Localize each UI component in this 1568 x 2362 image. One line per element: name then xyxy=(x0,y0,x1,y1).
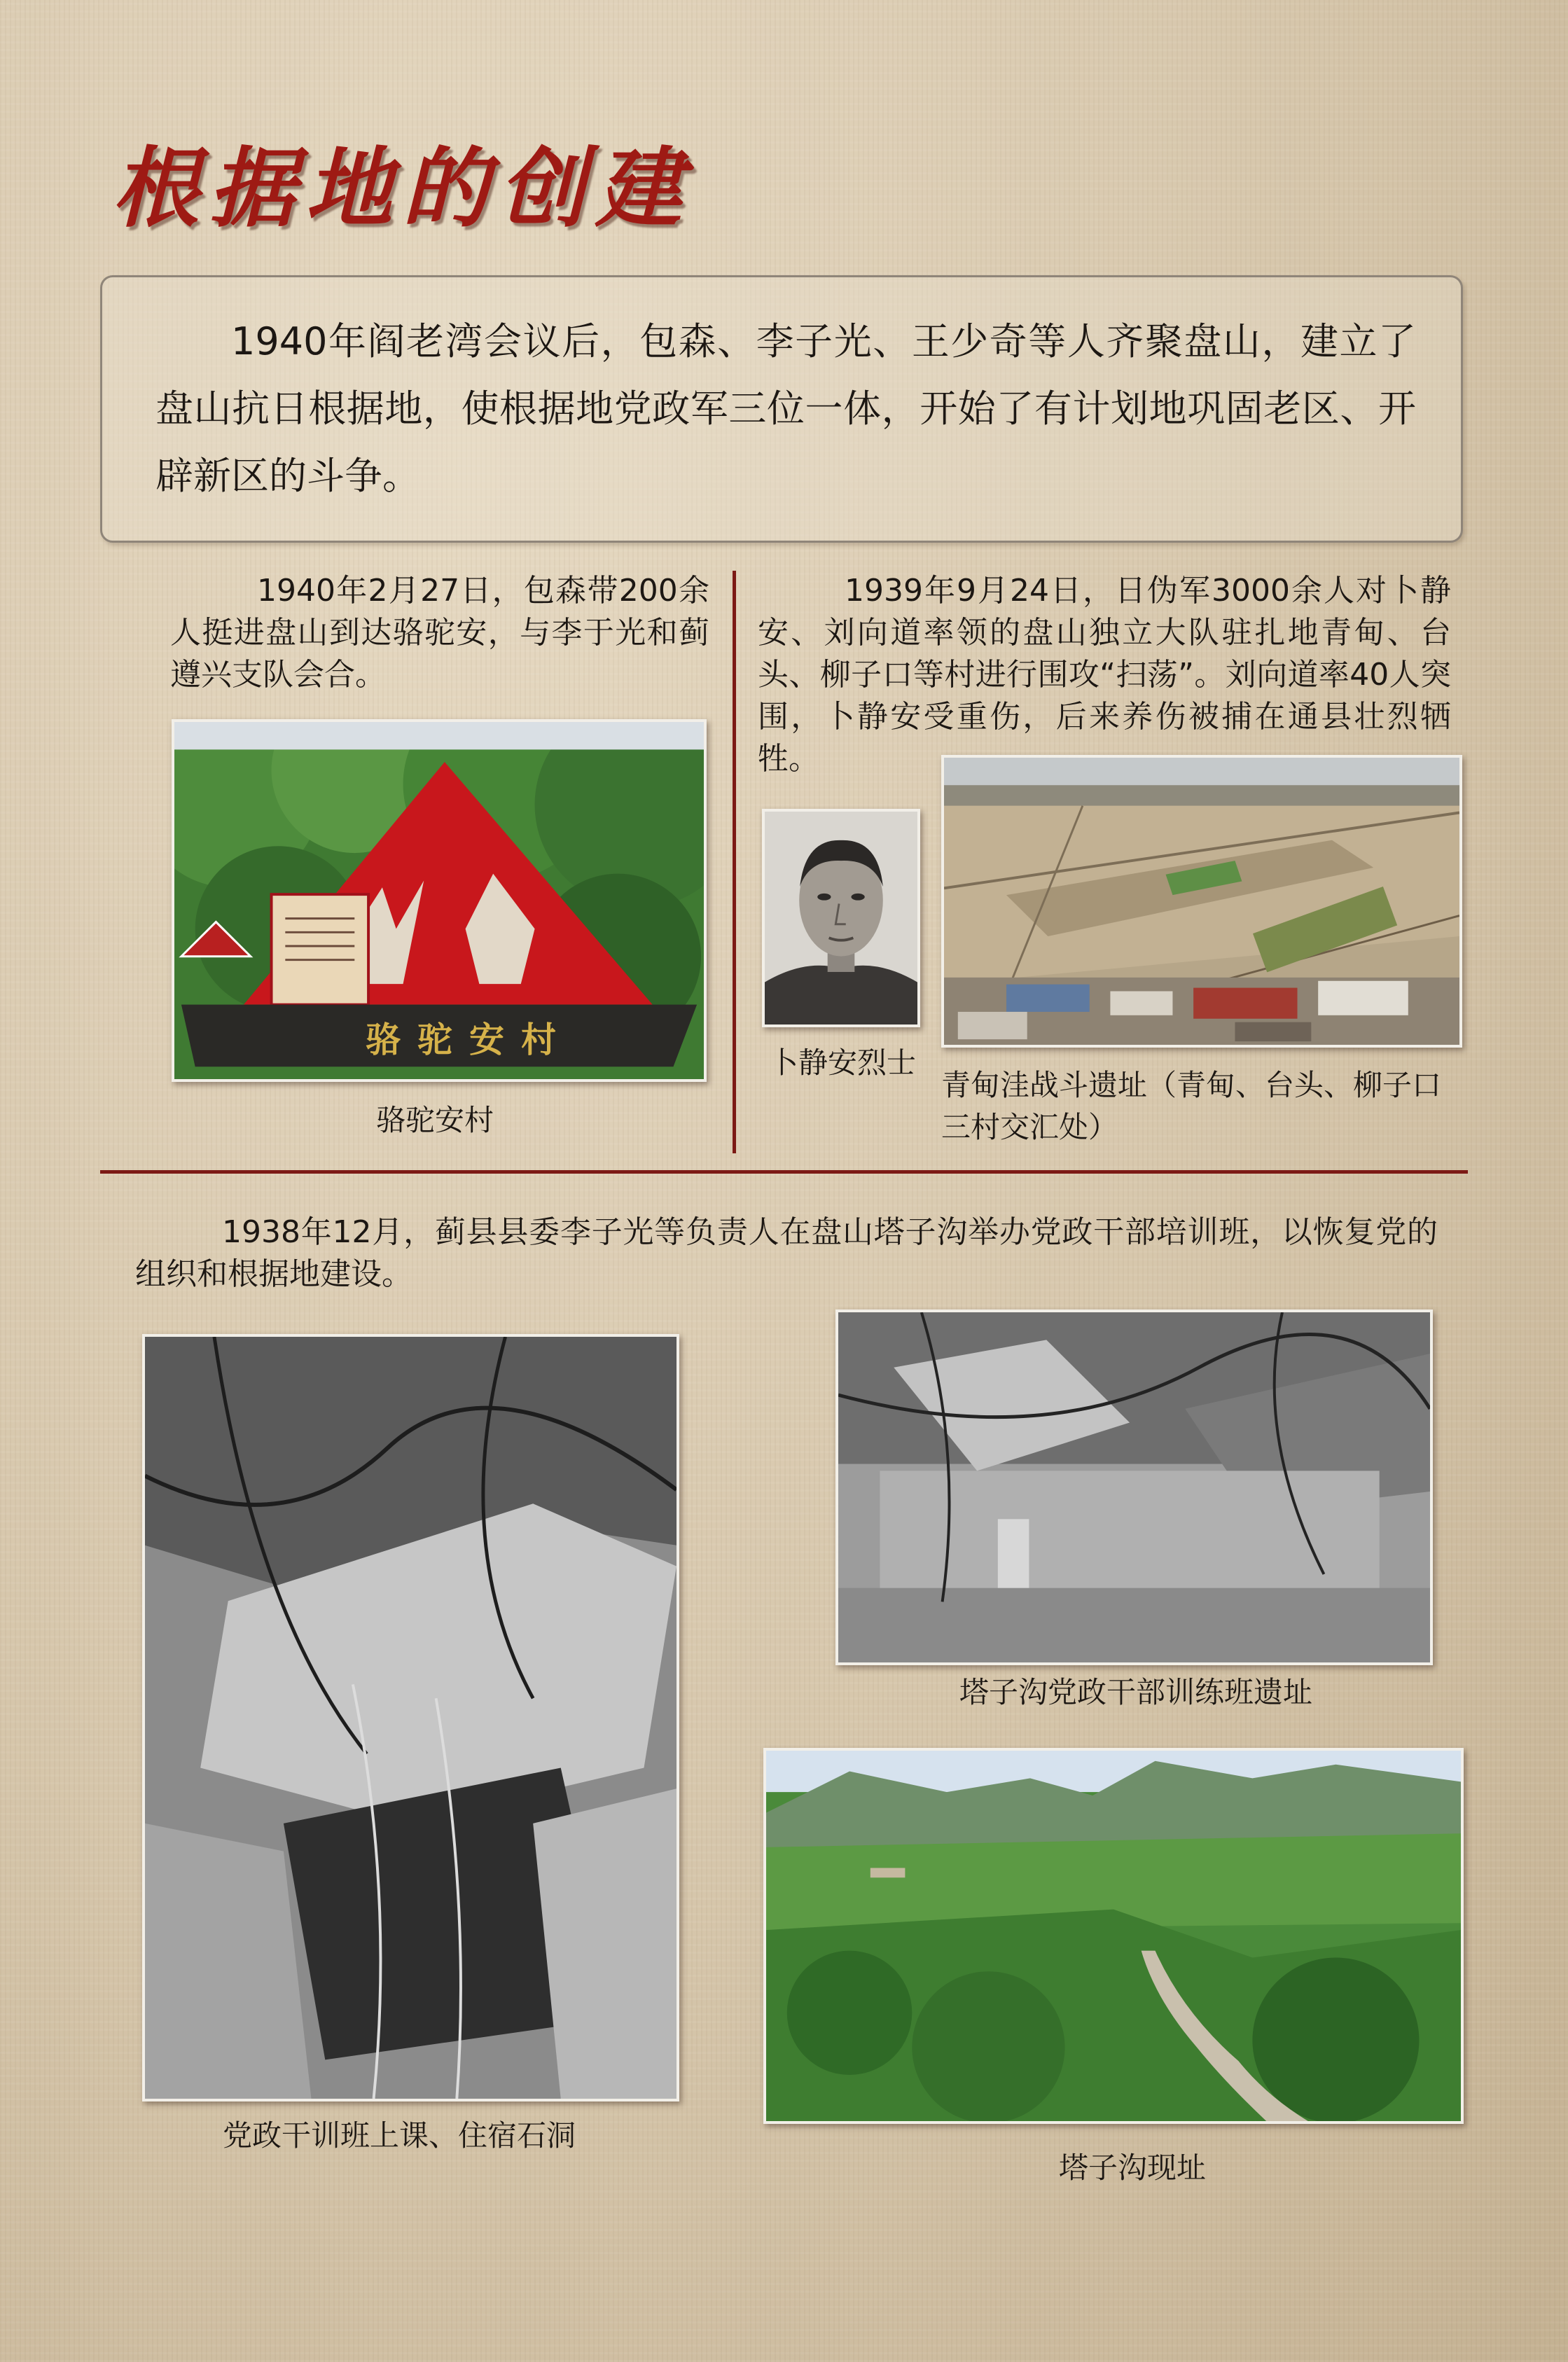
tazigou-ruins-photo xyxy=(835,1309,1433,1665)
portrait-caption: 卜静安烈士 xyxy=(769,1045,917,1080)
portrait-image xyxy=(765,812,917,1024)
ruins-caption: 塔子沟党政干部训练班遗址 xyxy=(959,1675,1313,1709)
site-caption: 塔子沟现址 xyxy=(1059,2151,1207,2185)
ruins-image xyxy=(838,1312,1430,1662)
aerial-caption: 青甸洼战斗遗址（青甸、台头、柳子口三村交汇处） xyxy=(941,1068,1442,1144)
section-left-text: 1940年2月27日，包森带200余人挺进盘山到达骆驼安，与李于光和蓟遵兴支队会合。 xyxy=(170,573,709,693)
intro-text: 1940年阎老湾会议后，包森、李子光、王少奇等人齐聚盘山，建立了盘山抗日根据地，使根据地党政军三位一体，开始了有计划地巩固老区、开辟新区的斗争。 xyxy=(155,319,1416,498)
page-title: 根据地的创建 xyxy=(112,138,693,239)
qingdianwa-battle-site-photo xyxy=(941,755,1462,1048)
cave-image xyxy=(145,1337,677,2099)
cave-caption: 党政干训班上课、住宿石洞 xyxy=(223,2118,576,2153)
luotuoan-caption: 骆驼安村 xyxy=(376,1103,494,1137)
section-divider xyxy=(100,1170,1468,1174)
tazigou-current-site-photo xyxy=(763,1748,1464,2124)
aerial-farmland-image xyxy=(944,758,1459,1045)
stone-cave-photo xyxy=(142,1334,679,2102)
bu-jingan-portrait xyxy=(762,809,920,1027)
section-bottom-text: 1938年12月，蓟县县委李子光等负责人在盘山塔子沟举办党政干部培训班，以恢复党的组织和根据地建设。 xyxy=(135,1214,1438,1292)
column-divider xyxy=(733,571,736,1153)
section-right-text: 1939年9月24日，日伪军3000余人对卜静安、刘向道率领的盘山独立大队驻扎地青甸、台头、柳子口等村进行围攻“扫荡”。刘向道率40人突围，卜静安受重伤，后来养伤被捕在通县壮烈牺牲。 xyxy=(758,573,1451,777)
monument-inscription: 骆驼安村 xyxy=(366,1019,573,1060)
mountain-site-image xyxy=(766,1751,1461,2121)
